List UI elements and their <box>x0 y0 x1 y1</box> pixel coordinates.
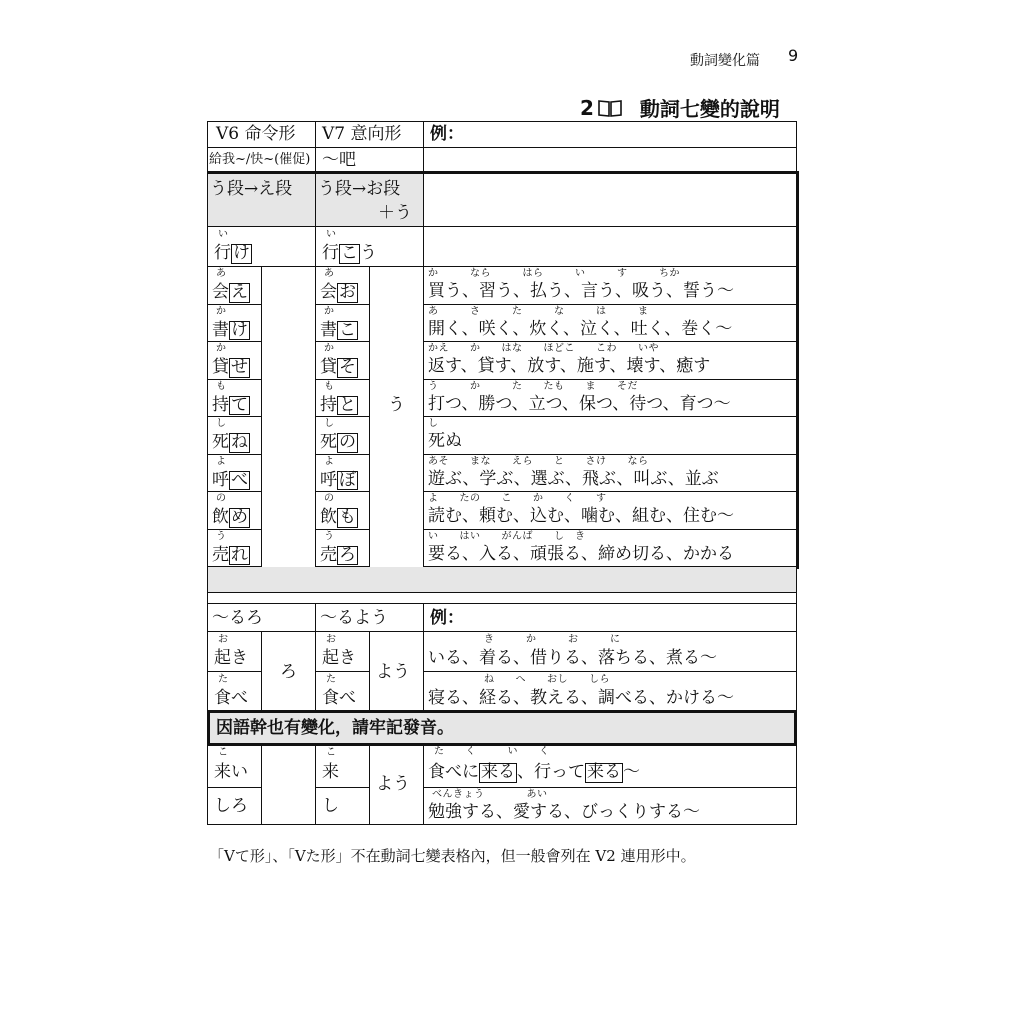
ichidan-rule-imperative: ～るろ <box>208 604 316 632</box>
godan-example: かえ か はな ほどこ こわ いや 返す、貸す、放す、施す、壊す、癒す <box>424 342 796 380</box>
footnote: 「Vて形」、「Vた形」不在動詞七變表格內，但一般會列在 V2 連用形中。 <box>209 847 696 865</box>
godan-example: あそ まな えら と さけ なら 遊ぶ、学ぶ、選ぶ、飛ぶ、叫ぶ、並ぶ <box>424 455 796 493</box>
irregular-note: 因語幹也有變化，請牢記發音。 <box>208 712 796 744</box>
suru-example: べんきょう あい 勉強する、愛する、びっくりする～ <box>428 789 700 822</box>
spacer <box>208 593 796 604</box>
godan-example: あ さ た な は ま 開く、咲く、炊く、泣く、吐く、巻く～ <box>424 305 796 343</box>
godan-example: し 死ぬ <box>424 417 796 455</box>
kuru-example: た く い く 食べに 来る 、行って 来る ～ <box>424 744 796 788</box>
volitional-suffix: う <box>370 267 424 567</box>
section-subtitle: 動詞七變的說明 <box>639 97 780 121</box>
godan-imperative: よ 呼 べ <box>208 455 262 493</box>
ichidan-example: き か お に いる、着る、借りる、落ちる、煮る～ <box>424 632 796 672</box>
kuru-volitional: こ 来 <box>316 744 370 788</box>
imperative-blank <box>262 267 316 567</box>
section-title <box>580 93 780 122</box>
godan-volitional: し 死 の <box>316 417 370 455</box>
godan-volitional: よ 呼 ぼ <box>316 455 370 493</box>
godan-imperative: あ 会 え <box>208 267 262 305</box>
ichidan-imperative: お 起き <box>208 632 262 672</box>
irregular-imp-blank <box>262 744 316 824</box>
header-imperative: V6 命令形 <box>208 122 316 148</box>
ichidan-imp-suffix: ろ <box>262 632 316 712</box>
ichidan-imperative: た 食べ <box>208 672 262 712</box>
godan-imperative: も 持 て <box>208 380 262 418</box>
godan-volitional: か 書 こ <box>316 305 370 343</box>
header-example: 例： <box>424 122 796 148</box>
godan-example: か なら はら い す ちか 買う、習う、払う、言う、吸う、誓う～ <box>424 267 796 305</box>
ichidan-example: ね へ おし しら 寝る、経る、教える、調べる、かける～ <box>424 672 796 712</box>
ichidan-volitional: お 起き <box>316 632 370 672</box>
godan-rule-imperative: う段→え段 <box>208 173 316 227</box>
page-number: 9 <box>788 46 799 65</box>
ichidan-volitional: た 食べ <box>316 672 370 712</box>
godan-imperative: の 飲 め <box>208 492 262 530</box>
godan-imperative: う 売 れ <box>208 530 262 568</box>
book-icon <box>598 99 622 117</box>
volitional-meaning: ～吧 <box>316 148 424 173</box>
godan-imperative: か 貸 せ <box>208 342 262 380</box>
iku-imperative: い 行 け <box>208 227 316 267</box>
conjugation-table <box>207 121 797 825</box>
godan-volitional: か 貸 そ <box>316 342 370 380</box>
godan-imperative: か 書 け <box>208 305 262 343</box>
ichidan-vol-suffix: よう <box>370 632 424 712</box>
godan-volitional: の 飲 も <box>316 492 370 530</box>
godan-volitional: あ 会 お <box>316 267 370 305</box>
godan-volitional: う 売 ろ <box>316 530 370 568</box>
separator-band <box>208 567 796 593</box>
blank-cell <box>424 148 796 173</box>
kuru-imperative: こ 来い <box>208 744 262 788</box>
ichidan-rule-volitional: ～るよう <box>316 604 424 632</box>
blank-cell <box>424 227 796 267</box>
blank-cell <box>424 173 796 227</box>
header-volitional: V7 意向形 <box>316 122 424 148</box>
suru-volitional: し <box>316 788 370 824</box>
iku-volitional: い 行 こ う <box>316 227 424 267</box>
godan-example: う か た たも ま そだ 打つ、勝つ、立つ、保つ、待つ、育つ～ <box>424 380 796 418</box>
godan-volitional: も 持 と <box>316 380 370 418</box>
irregular-vol-suffix: よう <box>370 744 424 824</box>
godan-rule-volitional: う段→お段 ＋う <box>316 173 424 227</box>
imperative-meaning: 給我~/快~(催促) <box>208 148 316 173</box>
running-title: 動詞變化篇 <box>690 53 760 69</box>
section-number: 2 <box>580 95 594 120</box>
godan-example: い はい がんば し き 要る、入る、頑張る、締め切る、かかる <box>424 530 796 568</box>
godan-imperative: し 死 ね <box>208 417 262 455</box>
godan-example: よ たの こ か く す 読む、頼む、込む、噛む、組む、住む～ <box>424 492 796 530</box>
suru-imperative: しろ <box>208 788 262 824</box>
ichidan-example-header: 例： <box>424 604 796 632</box>
